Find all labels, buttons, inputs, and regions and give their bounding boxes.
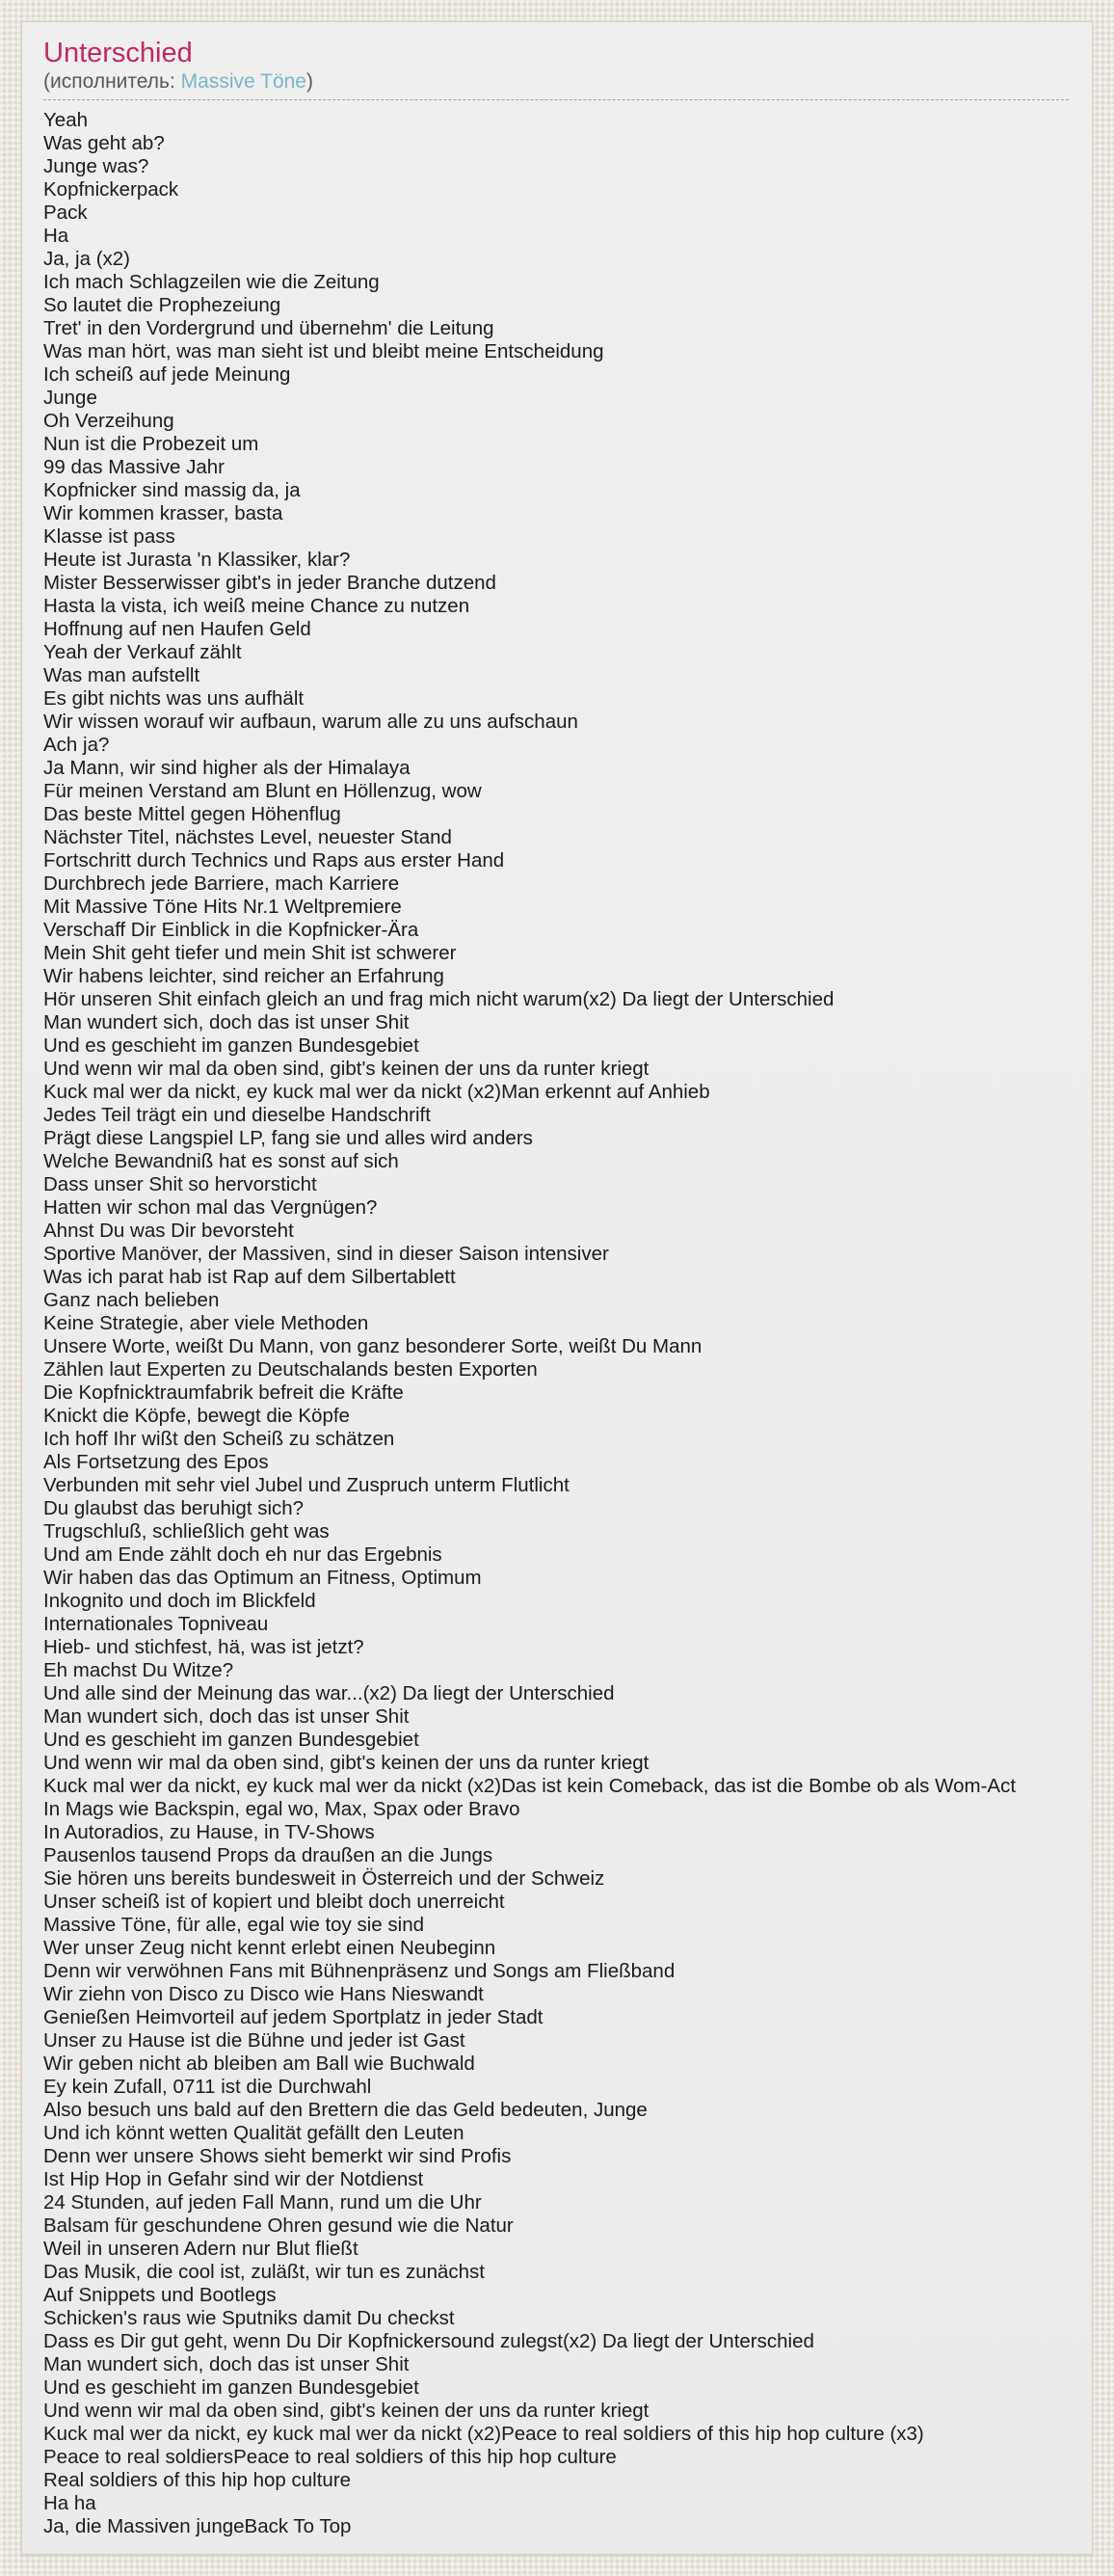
lyric-line: Kuck mal wer da nickt, ey kuck mal wer da nickt (x2)Das ist kein Comeback, das ist die Bombe ob als Wom-Act xyxy=(43,1775,1017,1797)
lyric-line: Peace to real soldiersPeace to real soldiers of this hip hop culture xyxy=(43,2446,617,2468)
lyric-line: Kopfnickerpack xyxy=(43,178,179,201)
performer-prefix: (исполнитель: xyxy=(43,70,175,93)
lyric-line: Sie hören uns bereits bundesweit in Österreich und der Schweiz xyxy=(43,1867,605,1890)
lyric-line: Denn wir verwöhnen Fans mit Bühnenpräsenz und Songs am Fließband xyxy=(43,1960,676,1982)
lyric-line: Wir haben das das Optimum an Fitness, Optimum xyxy=(43,1567,482,1589)
lyric-line: Wir wissen worauf wir aufbaun, warum alle zu uns aufschaun xyxy=(43,711,578,733)
lyric-line: Ach ja? xyxy=(43,734,110,756)
dotted-separator xyxy=(43,94,1069,100)
lyric-line: Und wenn wir mal da oben sind, gibt's keinen der uns da runter kriegt xyxy=(43,1058,650,1080)
lyric-line: Was man aufstellt xyxy=(43,664,200,686)
lyric-line: Das beste Mittel gegen Höhenflug xyxy=(43,803,341,825)
lyric-line: Ich hoff Ihr wißt den Scheiß zu schätzen xyxy=(43,1428,395,1450)
lyric-line: Was geht ab? xyxy=(43,132,165,154)
page-title: Unterschied xyxy=(43,38,193,68)
lyric-line: Wir geben nicht ab bleiben am Ball wie Buchwald xyxy=(43,2053,475,2075)
lyric-line: In Mags wie Backspin, egal wo, Max, Spax oder Bravo xyxy=(43,1798,520,1820)
lyric-line: Yeah xyxy=(43,109,88,131)
lyric-line: Ha ha xyxy=(43,2492,96,2514)
lyric-line: Und es geschieht im ganzen Bundesgebiet xyxy=(43,1034,419,1057)
lyric-line: Wir kommen krasser, basta xyxy=(43,502,283,524)
lyric-line: Wir ziehn von Disco zu Disco wie Hans Nieswandt xyxy=(43,1983,484,2005)
lyric-line: Für meinen Verstand am Blunt en Höllenzug, wow xyxy=(43,780,482,802)
lyric-line: Massive Töne, für alle, egal wie toy sie sind xyxy=(43,1914,425,1936)
lyric-line: Denn wer unsere Shows sieht bemerkt wir sind Profis xyxy=(43,2145,512,2167)
lyric-line: Hoffnung auf nen Haufen Geld xyxy=(43,618,311,640)
lyric-line: Mein Shit geht tiefer und mein Shit ist schwerer xyxy=(43,942,457,964)
lyric-line: Ja Mann, wir sind higher als der Himalaya xyxy=(43,757,411,779)
lyric-line: Dass es Dir gut geht, wenn Du Dir Kopfnickersound zulegst(x2) Da liegt der Unterschied xyxy=(43,2330,814,2352)
lyric-line: Junge was? xyxy=(43,155,149,177)
lyric-line: Wir habens leichter, sind reicher an Erfahrung xyxy=(43,965,444,987)
lyric-line: Junge xyxy=(43,387,97,409)
lyric-line: In Autoradios, zu Hause, in TV-Shows xyxy=(43,1821,375,1843)
lyric-line: Ey kein Zufall, 0711 ist die Durchwahl xyxy=(43,2076,372,2098)
lyric-line: Kuck mal wer da nickt, ey kuck mal wer da nickt (x2)Man erkennt auf Anhieb xyxy=(43,1081,710,1103)
lyric-line: Kuck mal wer da nickt, ey kuck mal wer da nickt (x2)Peace to real soldiers of this hip hop culture (x3) xyxy=(43,2423,924,2445)
lyric-line: Es gibt nichts was uns aufhält xyxy=(43,687,305,710)
lyric-line: Unser zu Hause ist die Bühne und jeder ist Gast xyxy=(43,2029,465,2052)
lyric-line: Und es geschieht im ganzen Bundesgebiet xyxy=(43,1729,419,1751)
lyric-line: Man wundert sich, doch das ist unser Shit xyxy=(43,2353,410,2375)
lyric-line: Ganz nach belieben xyxy=(43,1289,220,1311)
lyric-line: Ich mach Schlagzeilen wie die Zeitung xyxy=(43,271,380,293)
lyric-line: Und es geschieht im ganzen Bundesgebiet xyxy=(43,2376,419,2399)
lyrics-card xyxy=(21,21,1093,2555)
lyric-line: Ja, die Massiven jungeBack To Top xyxy=(43,2515,352,2537)
lyric-line: Real soldiers of this hip hop culture xyxy=(43,2469,352,2491)
lyric-line: Oh Verzeihung xyxy=(43,410,174,432)
lyric-line: Jedes Teil trägt ein und dieselbe Handschrift xyxy=(43,1104,431,1126)
lyric-line: Hasta la vista, ich weiß meine Chance zu nutzen xyxy=(43,595,470,617)
lyric-line: Man wundert sich, doch das ist unser Shit xyxy=(43,1011,410,1033)
lyric-line: Die Kopfnicktraumfabrik befreit die Kräfte xyxy=(43,1382,404,1404)
lyric-line: Dass unser Shit so hervorsticht xyxy=(43,1173,317,1195)
lyric-line: Auf Snippets und Bootlegs xyxy=(43,2284,277,2306)
lyric-line: Und alle sind der Meinung das war...(x2) Da liegt der Unterschied xyxy=(43,1682,615,1704)
lyric-line: Keine Strategie, aber viele Methoden xyxy=(43,1312,369,1334)
lyric-line: Ist Hip Hop in Gefahr sind wir der Notdienst xyxy=(43,2168,424,2190)
lyric-line: Weil in unseren Adern nur Blut fließt xyxy=(43,2238,358,2260)
lyric-line: Als Fortsetzung des Epos xyxy=(43,1451,269,1473)
lyric-line: Genießen Heimvorteil auf jedem Sportplatz in jeder Stadt xyxy=(43,2006,544,2028)
lyric-line: Nun ist die Probezeit um xyxy=(43,433,259,455)
lyric-line: Und wenn wir mal da oben sind, gibt's keinen der uns da runter kriegt xyxy=(43,2400,650,2422)
lyric-line: Also besuch uns bald auf den Brettern die das Geld bedeuten, Junge xyxy=(43,2099,648,2121)
lyric-line: Hatten wir schon mal das Vergnügen? xyxy=(43,1196,378,1219)
lyric-line: Sportive Manöver, der Massiven, sind in dieser Saison intensiver xyxy=(43,1243,609,1265)
lyric-line: Du glaubst das beruhigt sich? xyxy=(43,1497,305,1519)
lyric-line: 24 Stunden, auf jeden Fall Mann, rund um die Uhr xyxy=(43,2191,482,2214)
lyric-line: Verbunden mit sehr viel Jubel und Zuspruch unterm Flutlicht xyxy=(43,1474,570,1496)
lyric-line: Kopfnicker sind massig da, ja xyxy=(43,479,301,501)
lyric-line: Man wundert sich, doch das ist unser Shit xyxy=(43,1705,410,1728)
lyric-line: Trugschluß, schließlich geht was xyxy=(43,1520,330,1543)
lyric-line: Welche Bewandniß hat es sonst auf sich xyxy=(43,1150,399,1172)
lyric-line: Fortschritt durch Technics und Raps aus erster Hand xyxy=(43,849,505,872)
lyric-line: Ahnst Du was Dir bevorsteht xyxy=(43,1220,294,1242)
lyric-line: Heute ist Jurasta 'n Klassiker, klar? xyxy=(43,549,351,571)
lyric-line: Hör unseren Shit einfach gleich an und frag mich nicht warum(x2) Da liegt der Unterschied xyxy=(43,988,835,1010)
lyric-line: Zählen laut Experten zu Deutschalands besten Exporten xyxy=(43,1358,538,1381)
lyric-line: Was ich parat hab ist Rap auf dem Silbertablett xyxy=(43,1266,456,1288)
lyric-line: Ich scheiß auf jede Meinung xyxy=(43,363,291,386)
lyric-line: Knickt die Köpfe, bewegt die Köpfe xyxy=(43,1405,350,1427)
lyric-line: 99 das Massive Jahr xyxy=(43,456,225,478)
lyric-line: Klasse ist pass xyxy=(43,525,175,548)
lyric-line: Eh machst Du Witze? xyxy=(43,1659,234,1681)
lyric-line: Was man hört, was man sieht ist und bleibt meine Entscheidung xyxy=(43,340,604,362)
lyric-line: Unsere Worte, weißt Du Mann, von ganz besonderer Sorte, weißt Du Mann xyxy=(43,1335,703,1357)
lyric-line: Und am Ende zählt doch eh nur das Ergebnis xyxy=(43,1543,442,1566)
lyric-line: Hieb- und stichfest, hä, was ist jetzt? xyxy=(43,1636,364,1658)
lyric-line: Inkognito und doch im Blickfeld xyxy=(43,1590,316,1612)
lyric-line: Durchbrech jede Barriere, mach Karriere xyxy=(43,872,400,895)
performer-line xyxy=(43,70,1092,94)
lyric-line: So lautet die Prophezeiung xyxy=(43,294,281,316)
performer-suffix: ) xyxy=(305,70,313,93)
lyric-line: Ja, ja (x2) xyxy=(43,248,130,270)
lyrics-container xyxy=(43,109,1092,2538)
lyric-line: Das Musik, die cool ist, zuläßt, wir tun es zunächst xyxy=(43,2261,486,2283)
lyric-line: Balsam für geschundene Ohren gesund wie die Natur xyxy=(43,2214,514,2237)
lyric-line: Schicken's raus wie Sputniks damit Du checkst xyxy=(43,2307,455,2329)
lyric-line: Yeah der Verkauf zählt xyxy=(43,641,242,663)
lyric-line: Wer unser Zeug nicht kennt erlebt einen Neubeginn xyxy=(43,1937,496,1959)
lyric-line: Pack xyxy=(43,201,88,224)
lyric-line: Tret' in den Vordergrund und übernehm' die Leitung xyxy=(43,317,494,339)
lyric-line: Prägt diese Langspiel LP, fang sie und alles wird anders xyxy=(43,1127,533,1149)
lyric-line: Und ich könnt wetten Qualität gefällt den Leuten xyxy=(43,2122,464,2144)
lyric-line: Ha xyxy=(43,225,69,247)
lyric-line: Internationales Topniveau xyxy=(43,1613,269,1635)
lyric-line: Pausenlos tausend Props da draußen an die Jungs xyxy=(43,1844,493,1866)
lyric-line: Und wenn wir mal da oben sind, gibt's keinen der uns da runter kriegt xyxy=(43,1752,650,1774)
lyric-line: Mister Besserwisser gibt's in jeder Branche dutzend xyxy=(43,572,496,594)
lyric-line: Verschaff Dir Einblick in die Kopfnicker-Ära xyxy=(43,919,419,941)
lyric-line: Unser scheiß ist of kopiert und bleibt doch unerreicht xyxy=(43,1891,505,1913)
lyric-line: Mit Massive Töne Hits Nr.1 Weltpremiere xyxy=(43,896,402,918)
lyric-line: Nächster Titel, nächstes Level, neuester Stand xyxy=(43,826,452,848)
artist-link[interactable]: Massive Töne xyxy=(180,70,306,93)
